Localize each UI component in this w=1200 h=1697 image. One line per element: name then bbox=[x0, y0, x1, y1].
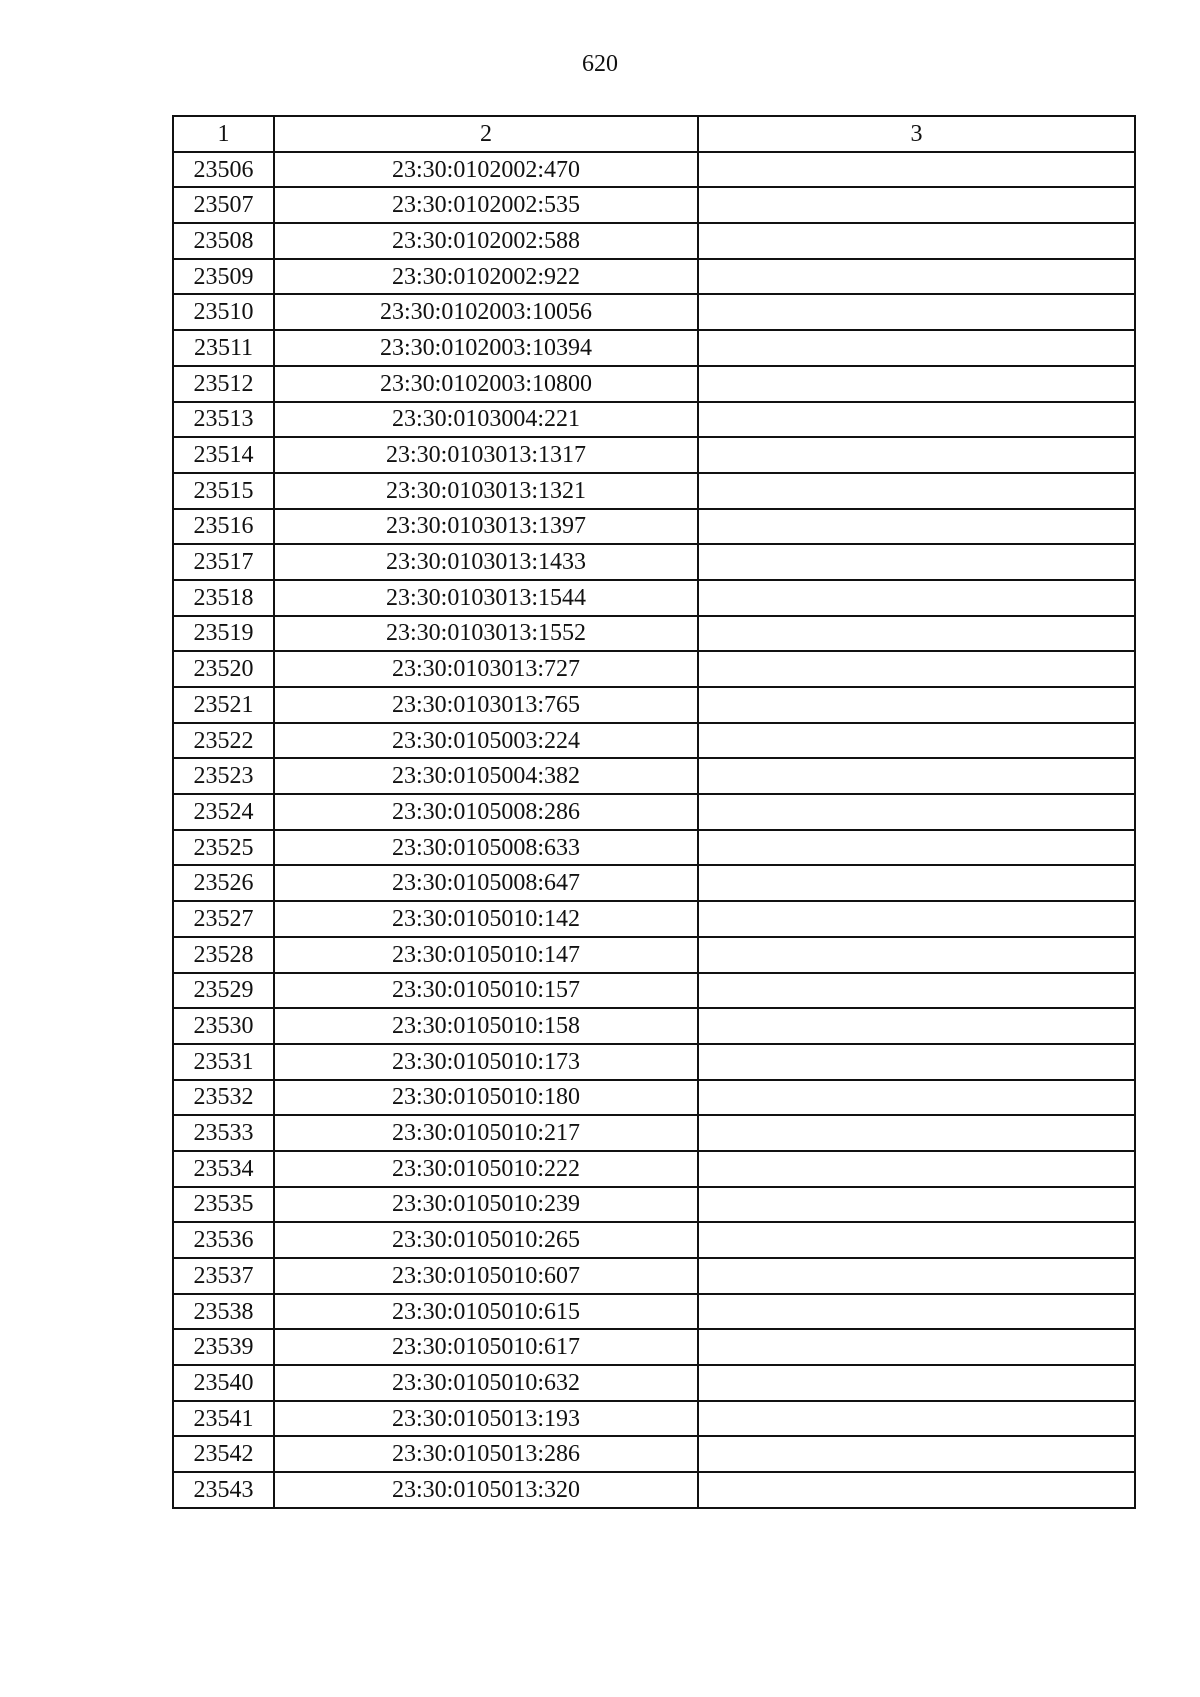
row-number-cell: 23542 bbox=[173, 1436, 274, 1472]
notes-cell bbox=[698, 723, 1135, 759]
table-row bbox=[173, 794, 1135, 830]
row-number-cell: 23535 bbox=[173, 1187, 274, 1223]
cadastral-number-cell: 23:30:0105010:607 bbox=[274, 1258, 698, 1294]
table-row bbox=[173, 1187, 1135, 1223]
notes-cell bbox=[698, 294, 1135, 330]
row-number-cell: 23525 bbox=[173, 830, 274, 866]
header-cell-2: 2 bbox=[274, 116, 698, 152]
cadastral-number-cell: 23:30:0102002:588 bbox=[274, 223, 698, 259]
row-number-cell: 23506 bbox=[173, 152, 274, 188]
table-row bbox=[173, 1258, 1135, 1294]
notes-cell bbox=[698, 794, 1135, 830]
notes-cell bbox=[698, 187, 1135, 223]
notes-cell bbox=[698, 473, 1135, 509]
cadastral-number-cell: 23:30:0103013:765 bbox=[274, 687, 698, 723]
table-row bbox=[173, 1329, 1135, 1365]
row-number-cell: 23521 bbox=[173, 687, 274, 723]
row-number-cell: 23513 bbox=[173, 402, 274, 438]
notes-cell bbox=[698, 1401, 1135, 1437]
cadastral-number-cell: 23:30:0105010:632 bbox=[274, 1365, 698, 1401]
row-number-cell: 23540 bbox=[173, 1365, 274, 1401]
row-number-cell: 23530 bbox=[173, 1008, 274, 1044]
row-number-cell: 23510 bbox=[173, 294, 274, 330]
notes-cell bbox=[698, 937, 1135, 973]
table-row bbox=[173, 830, 1135, 866]
row-number-cell: 23539 bbox=[173, 1329, 274, 1365]
notes-cell bbox=[698, 758, 1135, 794]
row-number-cell: 23528 bbox=[173, 937, 274, 973]
cadastral-number-cell: 23:30:0105010:617 bbox=[274, 1329, 698, 1365]
table-row bbox=[173, 616, 1135, 652]
notes-cell bbox=[698, 223, 1135, 259]
notes-cell bbox=[698, 1472, 1135, 1508]
row-number-cell: 23509 bbox=[173, 259, 274, 295]
row-number-cell: 23543 bbox=[173, 1472, 274, 1508]
row-number-cell: 23518 bbox=[173, 580, 274, 616]
notes-cell bbox=[698, 509, 1135, 545]
table-row bbox=[173, 187, 1135, 223]
cadastral-number-cell: 23:30:0102003:10056 bbox=[274, 294, 698, 330]
notes-cell bbox=[698, 1187, 1135, 1223]
table-row bbox=[173, 973, 1135, 1009]
notes-cell bbox=[698, 901, 1135, 937]
table-row bbox=[173, 1222, 1135, 1258]
table-row bbox=[173, 437, 1135, 473]
table-row bbox=[173, 1008, 1135, 1044]
row-number-cell: 23531 bbox=[173, 1044, 274, 1080]
cadastral-number-cell: 23:30:0103013:1397 bbox=[274, 509, 698, 545]
table-row bbox=[173, 294, 1135, 330]
row-number-cell: 23533 bbox=[173, 1115, 274, 1151]
table-row bbox=[173, 580, 1135, 616]
table-row bbox=[173, 1080, 1135, 1116]
table-row bbox=[173, 758, 1135, 794]
cadastral-number-cell: 23:30:0105008:633 bbox=[274, 830, 698, 866]
cadastral-number-cell: 23:30:0102002:922 bbox=[274, 259, 698, 295]
notes-cell bbox=[698, 1080, 1135, 1116]
cadastral-number-cell: 23:30:0105010:158 bbox=[274, 1008, 698, 1044]
table-row bbox=[173, 1436, 1135, 1472]
table-row bbox=[173, 1044, 1135, 1080]
cadastral-number-cell: 23:30:0103013:1552 bbox=[274, 616, 698, 652]
row-number-cell: 23515 bbox=[173, 473, 274, 509]
cadastral-number-cell: 23:30:0105003:224 bbox=[274, 723, 698, 759]
table-row bbox=[173, 473, 1135, 509]
notes-cell bbox=[698, 1258, 1135, 1294]
cadastral-number-cell: 23:30:0105010:239 bbox=[274, 1187, 698, 1223]
registry-table bbox=[172, 115, 1136, 1509]
row-number-cell: 23522 bbox=[173, 723, 274, 759]
notes-cell bbox=[698, 1436, 1135, 1472]
header-cell-1: 1 bbox=[173, 116, 274, 152]
table-row bbox=[173, 223, 1135, 259]
table-row bbox=[173, 901, 1135, 937]
cadastral-number-cell: 23:30:0105010:180 bbox=[274, 1080, 698, 1116]
table-row bbox=[173, 544, 1135, 580]
table-row bbox=[173, 366, 1135, 402]
notes-cell bbox=[698, 544, 1135, 580]
table-row bbox=[173, 687, 1135, 723]
row-number-cell: 23514 bbox=[173, 437, 274, 473]
notes-cell bbox=[698, 1222, 1135, 1258]
notes-cell bbox=[698, 651, 1135, 687]
cadastral-number-cell: 23:30:0103004:221 bbox=[274, 402, 698, 438]
cadastral-number-cell: 23:30:0102002:535 bbox=[274, 187, 698, 223]
notes-cell bbox=[698, 259, 1135, 295]
row-number-cell: 23529 bbox=[173, 973, 274, 1009]
cadastral-number-cell: 23:30:0103013:727 bbox=[274, 651, 698, 687]
cadastral-number-cell: 23:30:0103013:1433 bbox=[274, 544, 698, 580]
cadastral-number-cell: 23:30:0105010:217 bbox=[274, 1115, 698, 1151]
row-number-cell: 23527 bbox=[173, 901, 274, 937]
row-number-cell: 23512 bbox=[173, 366, 274, 402]
notes-cell bbox=[698, 1151, 1135, 1187]
notes-cell bbox=[698, 616, 1135, 652]
notes-cell bbox=[698, 1365, 1135, 1401]
row-number-cell: 23526 bbox=[173, 865, 274, 901]
cadastral-number-cell: 23:30:0105010:142 bbox=[274, 901, 698, 937]
table-row bbox=[173, 1472, 1135, 1508]
cadastral-number-cell: 23:30:0105010:265 bbox=[274, 1222, 698, 1258]
cadastral-number-cell: 23:30:0105004:382 bbox=[274, 758, 698, 794]
table-row bbox=[173, 1151, 1135, 1187]
notes-cell bbox=[698, 1329, 1135, 1365]
table-row bbox=[173, 509, 1135, 545]
cadastral-number-cell: 23:30:0105010:615 bbox=[274, 1294, 698, 1330]
table-row bbox=[173, 865, 1135, 901]
notes-cell bbox=[698, 830, 1135, 866]
row-number-cell: 23541 bbox=[173, 1401, 274, 1437]
row-number-cell: 23520 bbox=[173, 651, 274, 687]
cadastral-number-cell: 23:30:0102002:470 bbox=[274, 152, 698, 188]
cadastral-number-cell: 23:30:0103013:1321 bbox=[274, 473, 698, 509]
row-number-cell: 23536 bbox=[173, 1222, 274, 1258]
notes-cell bbox=[698, 330, 1135, 366]
table-body bbox=[173, 152, 1135, 1508]
cadastral-number-cell: 23:30:0105010:222 bbox=[274, 1151, 698, 1187]
table-header bbox=[173, 116, 1135, 152]
cadastral-number-cell: 23:30:0105008:647 bbox=[274, 865, 698, 901]
cadastral-number-cell: 23:30:0105010:157 bbox=[274, 973, 698, 1009]
table-row bbox=[173, 1294, 1135, 1330]
table-row bbox=[173, 723, 1135, 759]
cadastral-number-cell: 23:30:0102003:10394 bbox=[274, 330, 698, 366]
notes-cell bbox=[698, 366, 1135, 402]
row-number-cell: 23534 bbox=[173, 1151, 274, 1187]
cadastral-number-cell: 23:30:0103013:1544 bbox=[274, 580, 698, 616]
table-row bbox=[173, 937, 1135, 973]
notes-cell bbox=[698, 437, 1135, 473]
header-row bbox=[173, 116, 1135, 152]
table-row bbox=[173, 402, 1135, 438]
row-number-cell: 23537 bbox=[173, 1258, 274, 1294]
table-row bbox=[173, 1115, 1135, 1151]
notes-cell bbox=[698, 402, 1135, 438]
row-number-cell: 23508 bbox=[173, 223, 274, 259]
row-number-cell: 23516 bbox=[173, 509, 274, 545]
row-number-cell: 23507 bbox=[173, 187, 274, 223]
cadastral-number-cell: 23:30:0103013:1317 bbox=[274, 437, 698, 473]
notes-cell bbox=[698, 580, 1135, 616]
notes-cell bbox=[698, 687, 1135, 723]
notes-cell bbox=[698, 1044, 1135, 1080]
notes-cell bbox=[698, 152, 1135, 188]
notes-cell bbox=[698, 865, 1135, 901]
header-cell-3: 3 bbox=[698, 116, 1135, 152]
row-number-cell: 23524 bbox=[173, 794, 274, 830]
row-number-cell: 23538 bbox=[173, 1294, 274, 1330]
table-row bbox=[173, 651, 1135, 687]
page-number: 620 bbox=[582, 51, 618, 77]
row-number-cell: 23517 bbox=[173, 544, 274, 580]
notes-cell bbox=[698, 1115, 1135, 1151]
table-row bbox=[173, 152, 1135, 188]
row-number-cell: 23519 bbox=[173, 616, 274, 652]
row-number-cell: 23532 bbox=[173, 1080, 274, 1116]
cadastral-number-cell: 23:30:0105013:286 bbox=[274, 1436, 698, 1472]
table-row bbox=[173, 1401, 1135, 1437]
cadastral-number-cell: 23:30:0102003:10800 bbox=[274, 366, 698, 402]
table-row bbox=[173, 1365, 1135, 1401]
cadastral-number-cell: 23:30:0105010:173 bbox=[274, 1044, 698, 1080]
row-number-cell: 23523 bbox=[173, 758, 274, 794]
cadastral-number-cell: 23:30:0105013:193 bbox=[274, 1401, 698, 1437]
cadastral-number-cell: 23:30:0105010:147 bbox=[274, 937, 698, 973]
cadastral-number-cell: 23:30:0105013:320 bbox=[274, 1472, 698, 1508]
row-number-cell: 23511 bbox=[173, 330, 274, 366]
notes-cell bbox=[698, 973, 1135, 1009]
cadastral-number-cell: 23:30:0105008:286 bbox=[274, 794, 698, 830]
table-row bbox=[173, 259, 1135, 295]
table-row bbox=[173, 330, 1135, 366]
notes-cell bbox=[698, 1294, 1135, 1330]
notes-cell bbox=[698, 1008, 1135, 1044]
